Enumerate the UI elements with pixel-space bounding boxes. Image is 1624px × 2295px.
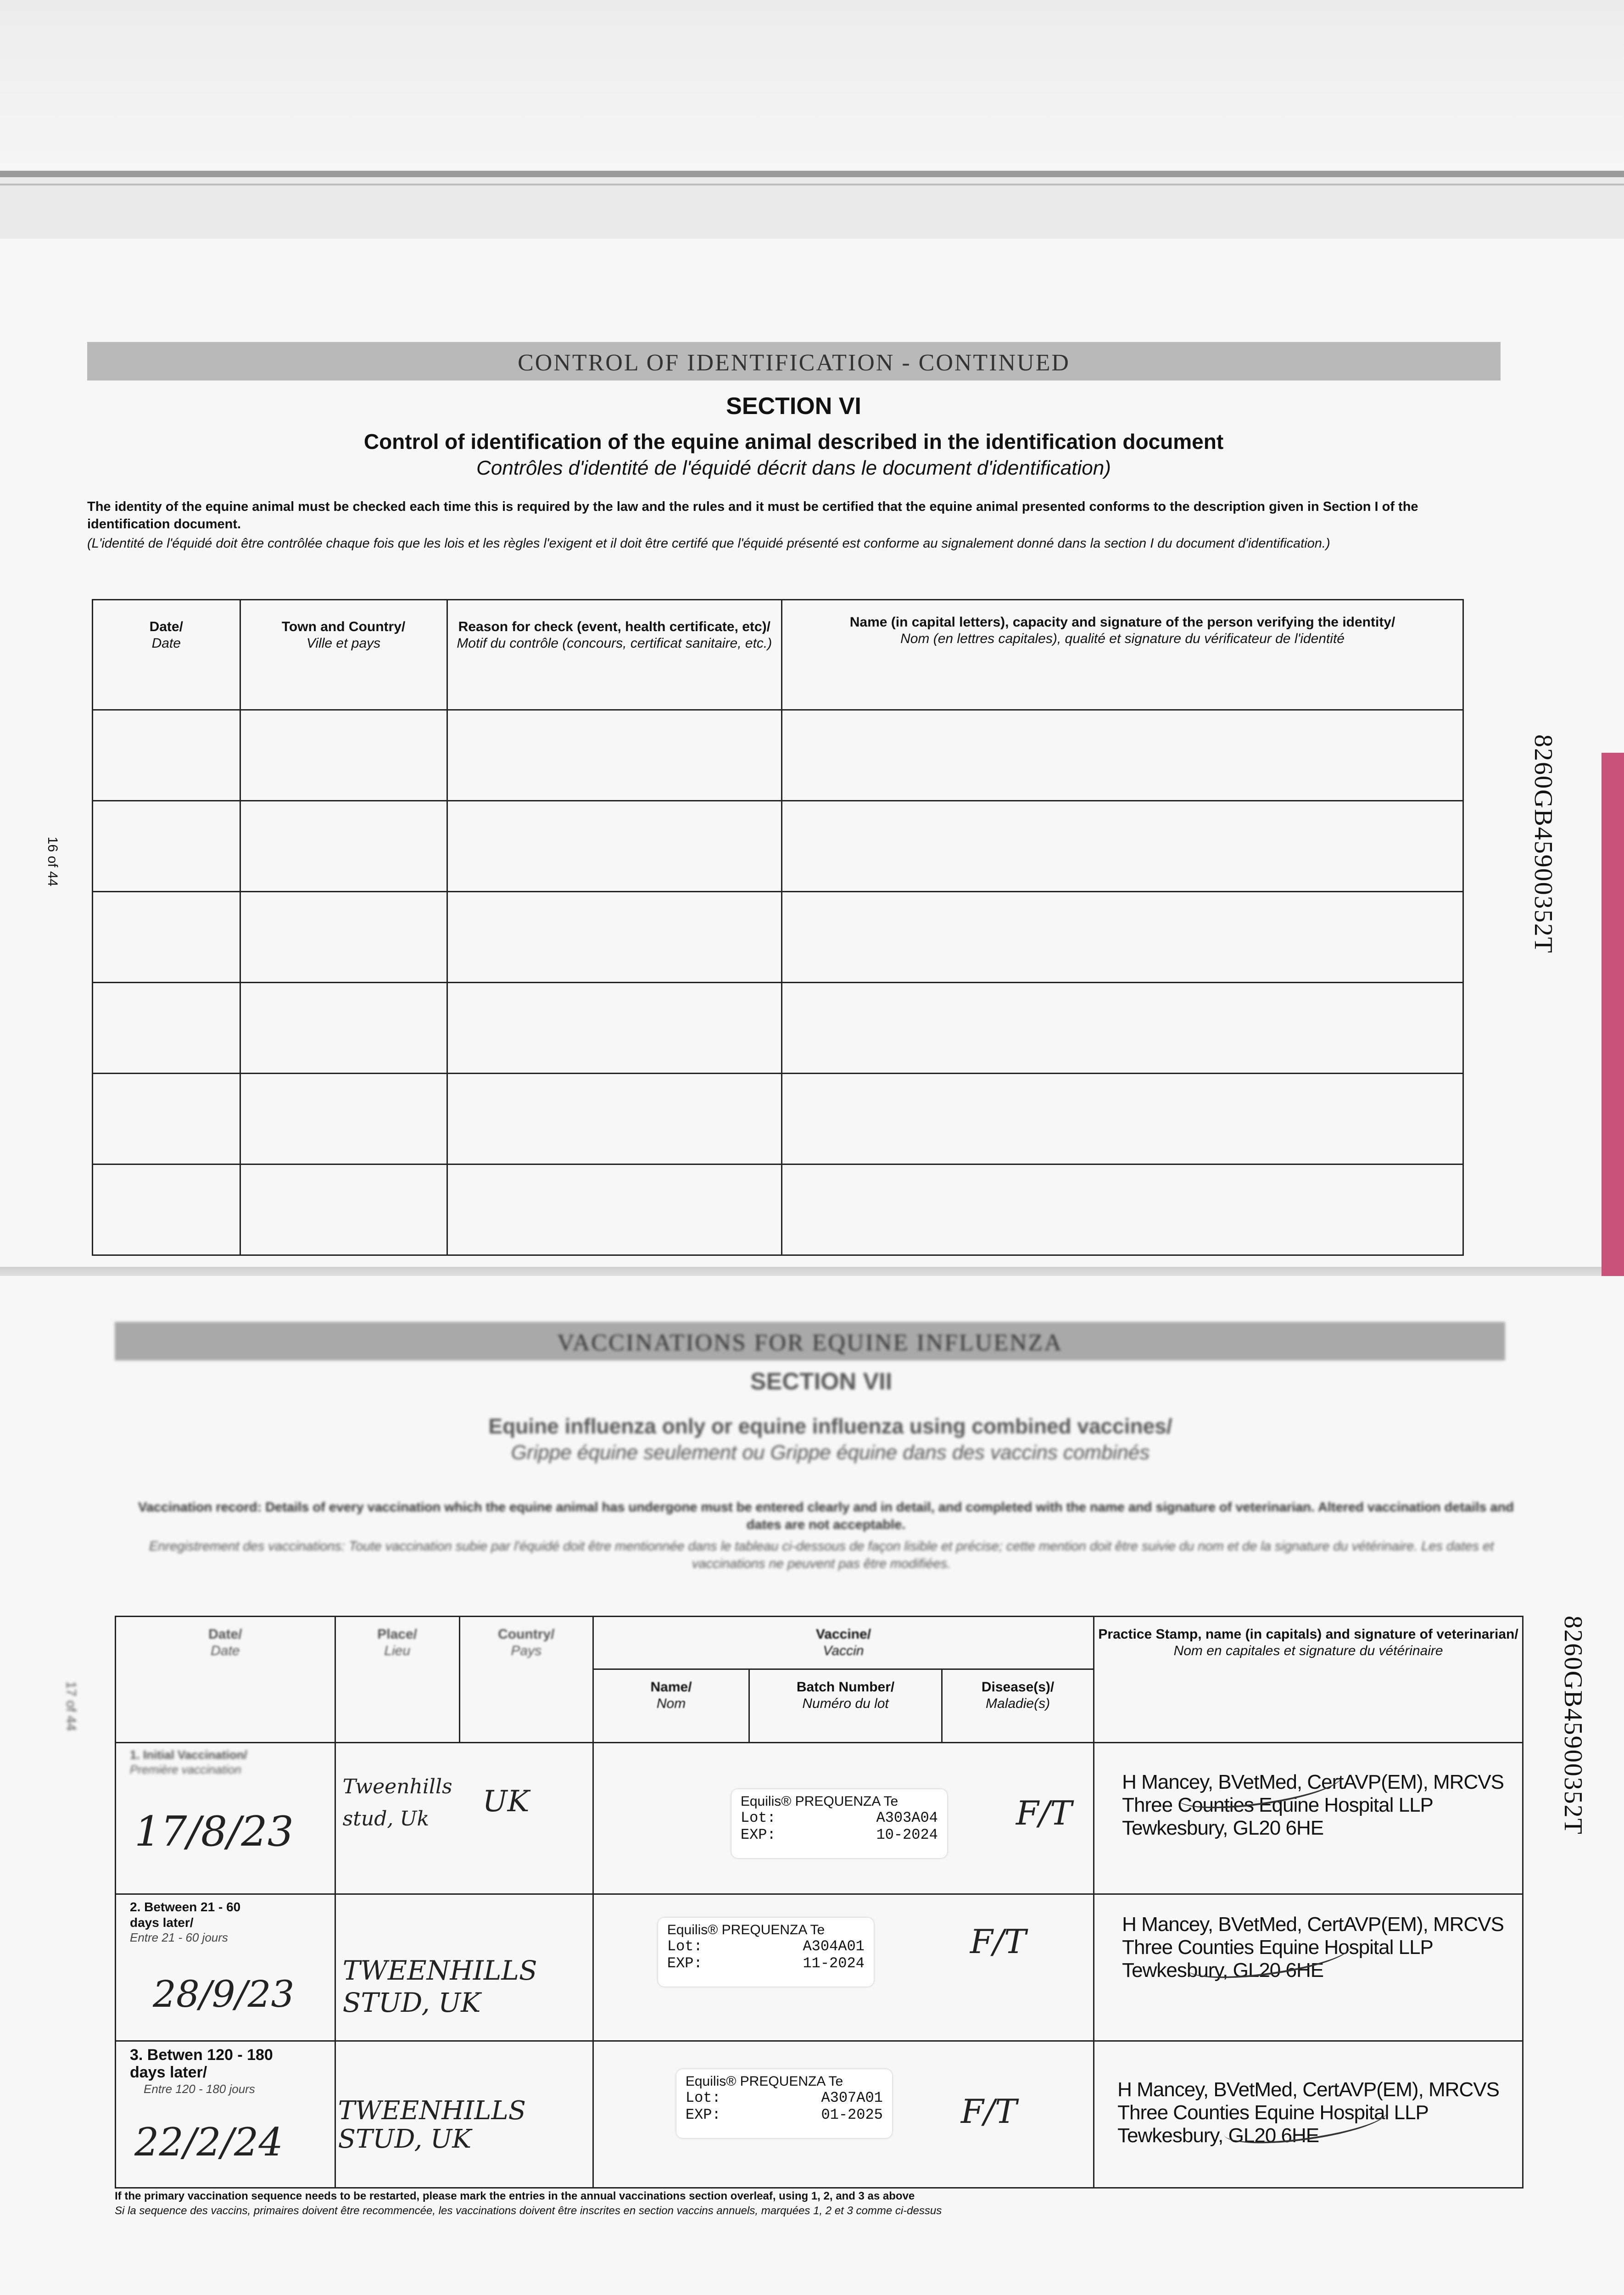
- vet-address: Tewkesbury, GL20 6HE: [1122, 1817, 1324, 1839]
- previous-page-edge-line: [0, 184, 1624, 185]
- cell[interactable]: [93, 1074, 240, 1164]
- passport-number: 8260GB45900352T: [1529, 734, 1557, 954]
- footnote-fr: Si la sequence des vaccins, primaires doivent être recommencée, les vaccinations doivent être inscrites en section vaccins annuels, marquées 1, 2 et 3 comme ci-dessus: [115, 2205, 942, 2217]
- vaccination-date: 17/8/23: [134, 1808, 294, 1856]
- batch-lot: A307A01: [821, 2089, 883, 2106]
- row-label-en: 1. Initial Vaccination/: [130, 1748, 247, 1762]
- table-row: [93, 710, 1463, 801]
- row-label-fr: Entre 120 - 180 jours: [144, 2082, 255, 2096]
- stamp-cell[interactable]: [1094, 2041, 1523, 2188]
- vet-name: H Mancey, BVetMed, CertAVP(EM), MRCVS: [1117, 2078, 1499, 2101]
- disease: F/T: [970, 1922, 1027, 1961]
- vaccination-place: TWEENHILLS STUD, UK: [338, 2096, 526, 2154]
- date-cell[interactable]: [116, 2041, 335, 2188]
- vaccine-cell[interactable]: [593, 1743, 1094, 1894]
- cell[interactable]: [93, 801, 240, 892]
- cell[interactable]: [240, 892, 447, 983]
- vaccination-table: [115, 1616, 1524, 2189]
- instruction-fr: Enregistrement des vaccinations: Toute vaccination subie par l'équidé doit être mentionnée dans le tableau ci-dessous de façon lisible et précise; cette mention doit être suivie du nom et de la signature du vétérinaire. Les dates et vaccinations ne peuvent pas être modifiées.: [149, 1539, 1494, 1571]
- disease: F/T: [1016, 1794, 1072, 1832]
- place-country-cell[interactable]: [335, 1743, 593, 1894]
- title-en: Control of identification of the equine animal described in the identification document: [363, 430, 1224, 453]
- instruction-en: The identity of the equine animal must be checked each time this is required by the law and the rules and it must be certified that the equine animal presented conforms to the description given in Section I of the identification document.: [87, 499, 1418, 532]
- row-label-en: 3. Betwen 120 - 180 days later/: [130, 2046, 273, 2081]
- table-row: [93, 801, 1463, 892]
- previous-page-edge: [0, 171, 1624, 177]
- vaccine-label-sticker: [676, 2069, 892, 2138]
- band-title: VACCINATIONS FOR EQUINE INFLUENZA: [557, 1330, 1063, 1356]
- cell[interactable]: [447, 801, 782, 892]
- vet-address: Tewkesbury, GL20 6HE: [1117, 2124, 1319, 2147]
- vaccination-row-1: [116, 1743, 1523, 1894]
- section-header-band: [87, 342, 1501, 381]
- lot-label: Lot:: [685, 2089, 721, 2106]
- exp-label: EXP:: [685, 2106, 721, 2123]
- date-cell[interactable]: [116, 1743, 335, 1894]
- col-vaccine: Vaccine/ Vaccin: [593, 1617, 1094, 1669]
- col-disease: Disease(s)/ Maladie(s): [942, 1669, 1094, 1743]
- vaccination-row-3: [116, 2041, 1523, 2188]
- batch-exp: 01-2025: [821, 2106, 883, 2123]
- title-en: Equine influenza only or equine influenza using combined vaccines/: [488, 1414, 1172, 1438]
- cell[interactable]: [782, 983, 1463, 1074]
- page-number: 17 of 44: [63, 1681, 79, 1731]
- band-title: CONTROL OF IDENTIFICATION - CONTINUED: [518, 350, 1070, 376]
- col-country: Country/ Pays: [459, 1617, 593, 1743]
- table-row: [93, 1164, 1463, 1255]
- place-country-cell[interactable]: [335, 2041, 593, 2188]
- passport-page-17: [0, 1276, 1624, 2295]
- vet-practice: Three Counties Equine Hospital LLP: [1117, 2101, 1429, 2124]
- date-cell[interactable]: [116, 1894, 335, 2041]
- cell[interactable]: [93, 710, 240, 801]
- cell[interactable]: [240, 1164, 447, 1255]
- passport-page-16: [0, 239, 1624, 1276]
- col-date: Date/ Date: [93, 600, 240, 710]
- vaccine-brand: Equilis® PREQUENZA Te: [740, 1794, 899, 1809]
- vet-name: H Mancey, BVetMed, CertAVP(EM), MRCVS: [1122, 1913, 1504, 1936]
- table-row: [93, 983, 1463, 1074]
- vaccination-date: 28/9/23: [153, 1973, 295, 2015]
- row-label-en: 2. Between 21 - 60 days later/: [130, 1900, 241, 1930]
- col-vaccine-name: Name/ Nom: [593, 1669, 749, 1743]
- vaccination-country: UK: [482, 1785, 530, 1819]
- disease: F/T: [960, 2092, 1017, 2131]
- vaccination-row-2: [116, 1894, 1523, 2041]
- section-title: SECTION VI: [726, 393, 861, 420]
- exp-label: EXP:: [740, 1826, 776, 1843]
- vaccination-date: 22/2/24: [134, 2120, 283, 2165]
- cell[interactable]: [447, 1164, 782, 1255]
- table-header-row: [116, 1617, 1523, 1669]
- col-practice-stamp: Practice Stamp, name (in capitals) and signature of veterinarian/ Nom en capitales et signature du vétérinaire: [1094, 1617, 1523, 1743]
- vaccine-cell[interactable]: [593, 1894, 1094, 2041]
- cell[interactable]: [93, 1164, 240, 1255]
- section-title: SECTION VII: [750, 1368, 893, 1395]
- vet-address: Tewkesbury, GL20 6HE: [1122, 1959, 1324, 1982]
- vaccine-label-sticker: [658, 1918, 874, 1987]
- batch-lot: A303A04: [876, 1809, 938, 1826]
- exp-label: EXP:: [667, 1955, 703, 1972]
- stamp-cell[interactable]: [1094, 1743, 1523, 1894]
- vaccine-brand: Equilis® PREQUENZA Te: [667, 1922, 825, 1937]
- passport-number: 8260GB45900352T: [1559, 1616, 1587, 1835]
- vaccination-place: Tweenhills stud, Uk: [342, 1775, 452, 1830]
- section-header-band: [115, 1322, 1505, 1360]
- stamp-cell[interactable]: [1094, 1894, 1523, 2041]
- page-edge-tab: [1602, 753, 1624, 1322]
- col-batch-number: Batch Number/ Numéro du lot: [749, 1669, 942, 1743]
- footnote-en: If the primary vaccination sequence needs to be restarted, please mark the entries in the annual vaccinations section overleaf, using 1, 2, and 3 as above: [115, 2190, 915, 2202]
- table-row: [93, 892, 1463, 983]
- batch-exp: 11-2024: [803, 1955, 865, 1972]
- col-verifier: Name (in capital letters), capacity and signature of the person verifying the identity/ Nom (en lettres capitales), qualité et signature du vérificateur de l'identité: [782, 600, 1463, 710]
- vaccine-brand: Equilis® PREQUENZA Te: [685, 2074, 843, 2089]
- row-label-fr: Première vaccination: [130, 1763, 241, 1776]
- cell[interactable]: [447, 710, 782, 801]
- scan-background: [0, 0, 1624, 174]
- cell[interactable]: [240, 983, 447, 1074]
- page-number: 16 of 44: [45, 836, 61, 887]
- cell[interactable]: [240, 1074, 447, 1164]
- vet-practice: Three Counties Equine Hospital LLP: [1122, 1936, 1433, 1959]
- identification-check-table: [92, 599, 1464, 1256]
- vaccination-place: TWEENHILLS STUD, UK: [342, 1955, 537, 2018]
- col-reason: Reason for check (event, health certificate, etc)/ Motif du contrôle (concours, certificat sanitaire, etc.): [447, 600, 782, 710]
- vaccine-cell[interactable]: [593, 2041, 1094, 2188]
- cell[interactable]: [782, 892, 1463, 983]
- batch-exp: 10-2024: [876, 1826, 938, 1843]
- cell[interactable]: [447, 1074, 782, 1164]
- table-row: [93, 1074, 1463, 1164]
- vet-practice: Three Counties Equine Hospital LLP: [1122, 1794, 1433, 1816]
- lot-label: Lot:: [667, 1938, 703, 1955]
- instruction-fr: (L'identité de l'équidé doit être contrôlée chaque fois que les lois et les règles l'exigent et il doit être certifé que l'équidé présenté est conforme au signalement donné dans la section I du document d'identification.): [87, 536, 1330, 551]
- cell[interactable]: [782, 1164, 1463, 1255]
- cell[interactable]: [782, 1074, 1463, 1164]
- col-place: Place/ Lieu: [335, 1617, 459, 1743]
- cell[interactable]: [93, 892, 240, 983]
- place-country-cell[interactable]: [335, 1894, 593, 2041]
- col-town-country: Town and Country/ Ville et pays: [240, 600, 447, 710]
- cell[interactable]: [447, 892, 782, 983]
- vaccine-label-sticker: [731, 1789, 947, 1858]
- title-fr: Contrôles d'identité de l'équidé décrit dans le document d'identification): [476, 457, 1111, 479]
- cell[interactable]: [93, 983, 240, 1074]
- cell[interactable]: [782, 801, 1463, 892]
- cell[interactable]: [240, 710, 447, 801]
- instruction-en: Vaccination record: Details of every vaccination which the equine animal has undergone must be entered clearly and in detail, and completed with the name and signature of veterinarian. Altered vaccination details and dates are not acceptable.: [138, 1500, 1514, 1532]
- batch-lot: A304A01: [803, 1938, 865, 1955]
- cell[interactable]: [240, 801, 447, 892]
- title-fr: Grippe équine seulement ou Grippe équine dans des vaccins combinés: [511, 1441, 1150, 1464]
- row-label-fr: Entre 21 - 60 jours: [130, 1931, 228, 1944]
- table-header-row: [93, 600, 1463, 710]
- cell[interactable]: [447, 983, 782, 1074]
- lot-label: Lot:: [740, 1809, 776, 1826]
- col-date: Date/ Date: [116, 1617, 335, 1743]
- vet-name: H Mancey, BVetMed, CertAVP(EM), MRCVS: [1122, 1771, 1504, 1793]
- cell[interactable]: [782, 710, 1463, 801]
